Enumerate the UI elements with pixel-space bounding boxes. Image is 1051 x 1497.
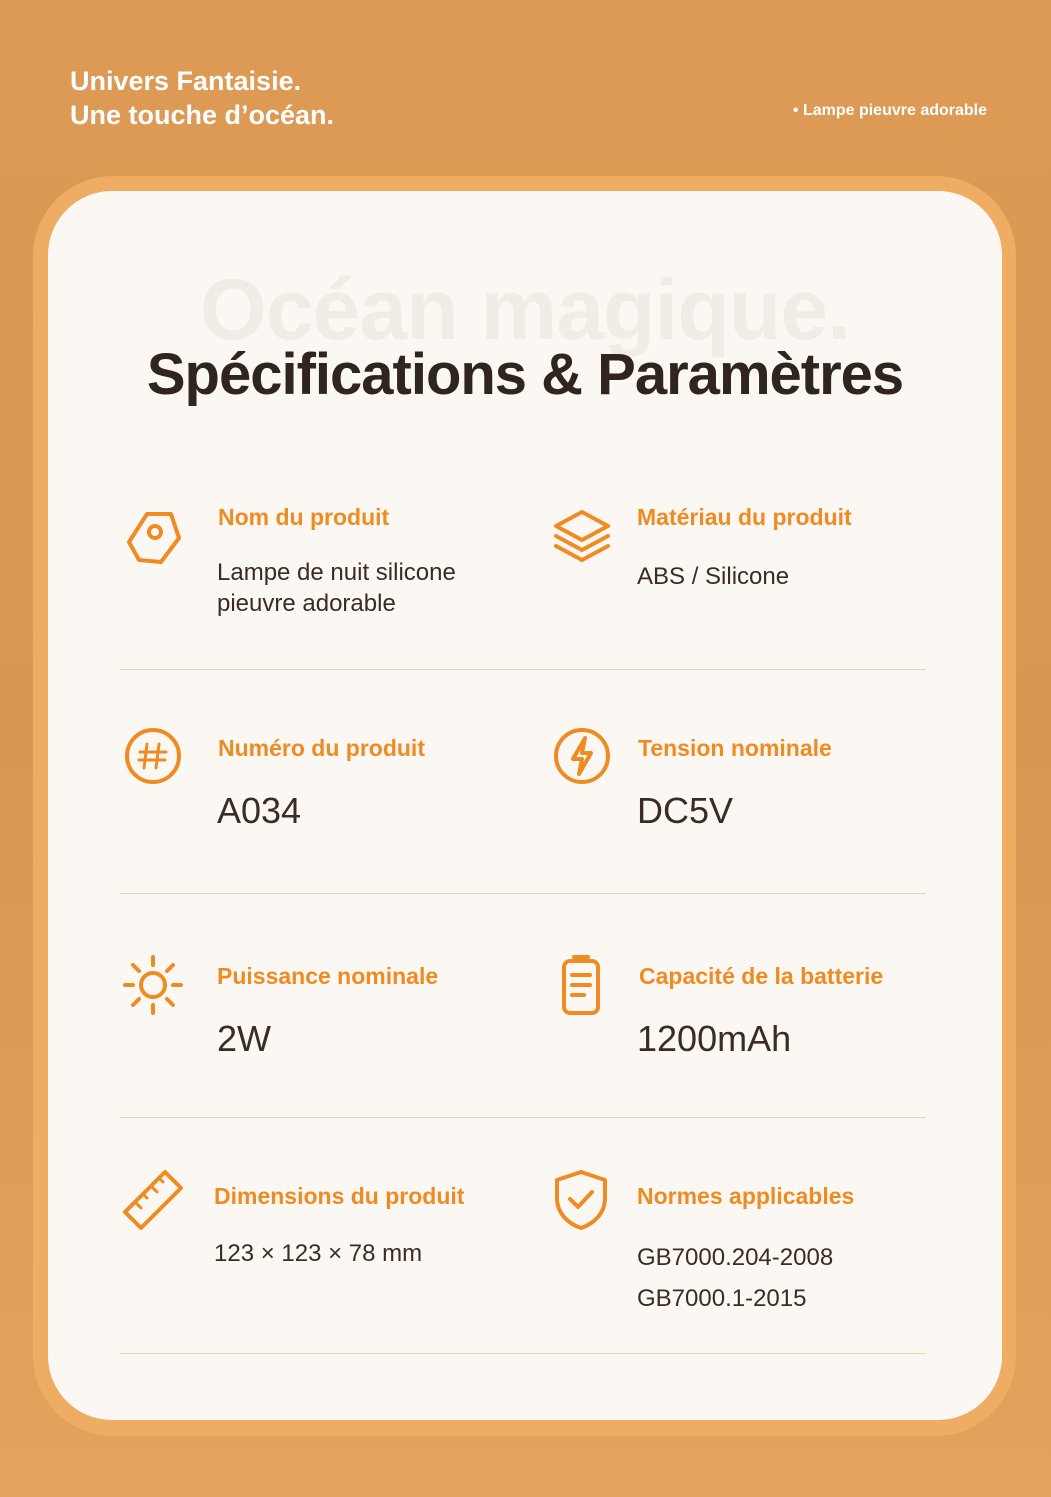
spec-card [48, 191, 1002, 1420]
tagline-line-2: Une touche d’océan. [70, 100, 335, 130]
spec-value-voltage [637, 791, 733, 831]
spec-value-material [637, 561, 789, 592]
spec-value-line: GB7000.1-2015 [637, 1285, 807, 1312]
spec-value-power [217, 1019, 271, 1059]
spec-value-product-name [217, 557, 456, 619]
spec-label-dimensions: Dimensions du produit [214, 1183, 465, 1209]
spec-value-standards [637, 1237, 833, 1319]
hash-icon [121, 724, 185, 788]
battery-icon [550, 953, 614, 1017]
spec-label-voltage: Tension nominale [638, 735, 832, 761]
spec-value-line: pieuvre adorable [217, 590, 396, 617]
spec-value-product-number [217, 791, 301, 831]
spec-value-line: ABS / Silicone [637, 563, 790, 590]
spec-label-material: Matériau du produit [637, 504, 852, 530]
tagline-line-1: Univers Fantaisie. [70, 66, 302, 96]
spec-label-power: Puissance nominale [217, 963, 439, 989]
ruler-icon [121, 1168, 185, 1232]
spec-label-standards: Normes applicables [637, 1183, 855, 1209]
spec-label-battery: Capacité de la batterie [639, 963, 884, 989]
spec-label-product-name: Nom du produit [218, 504, 390, 530]
watermark-text: Océan magique. [199, 262, 851, 358]
row-divider [120, 1117, 926, 1118]
row-divider [120, 669, 926, 670]
layers-icon [550, 504, 614, 568]
sun-icon [121, 953, 185, 1017]
spec-value-dimensions [214, 1238, 422, 1269]
spec-value-line: DC5V [637, 790, 734, 831]
tag-icon [121, 504, 185, 568]
page-title: Spécifications & Paramètres [146, 342, 904, 407]
spec-value-line: A034 [217, 790, 302, 831]
row-divider [120, 1353, 926, 1354]
spec-value-battery [637, 1019, 791, 1059]
shield-check-icon [549, 1168, 613, 1232]
row-divider [120, 893, 926, 894]
spec-value-line: 1200mAh [637, 1018, 792, 1059]
spec-value-line: GB7000.204-2008 [637, 1244, 834, 1271]
tagline [70, 64, 334, 132]
spec-value-line: 123 × 123 × 78 mm [214, 1240, 423, 1267]
lightning-icon [550, 724, 614, 788]
spec-label-product-number: Numéro du produit [218, 735, 425, 761]
spec-value-line: Lampe de nuit silicone [217, 559, 456, 586]
product-tag-label: • Lampe pieuvre adorable [792, 102, 987, 119]
spec-value-line: 2W [217, 1018, 271, 1059]
